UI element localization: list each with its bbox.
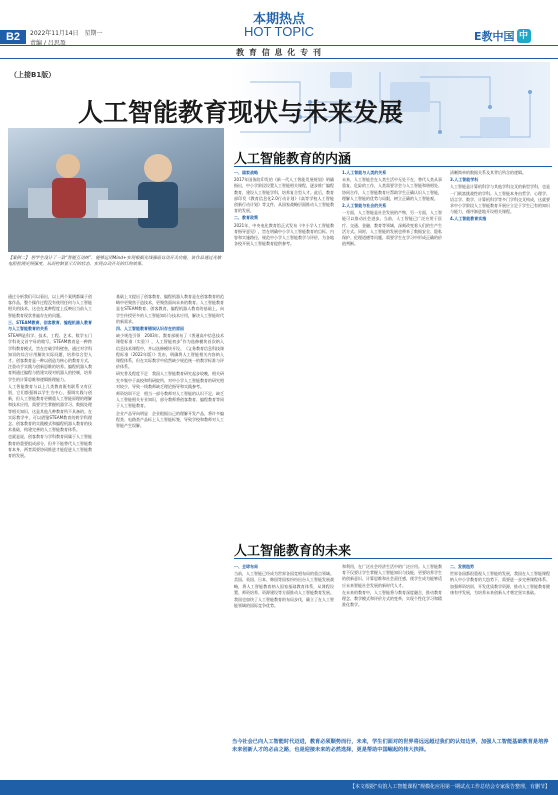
- col6-p2: 我国也加快了人工智能教育的布局步伐，确立了在人工智能领域的国际竞争优势。: [234, 597, 334, 609]
- col5-heading-2: 4.人工智能教育实施: [450, 216, 487, 222]
- col2-p4: 师资培训不足 相当一部分教师对人工智能的认识不足，缺乏人工智能相关专业知识，部分教师将创客教育、编程教育等同于人工智能教育。: [116, 391, 224, 409]
- logo-text: E教中国: [474, 30, 515, 43]
- photo-illustration: [8, 128, 224, 252]
- column-1: [8, 294, 92, 460]
- footer-note: 【本文根据“央馆人工智能课程”规模化应用第一期试点工作总结会专家报告整理，有删节】: [0, 780, 558, 795]
- section1-rule: [234, 166, 552, 167]
- section2-rule: [234, 558, 552, 559]
- column-6: [234, 564, 334, 714]
- col7-p2: 在未来的教育中，人工智能将与教育深度融合，推动教育理念、教学模式和评价方式的变革，实现个性化学习和精准化教学。: [342, 589, 442, 608]
- col1-p4: 也就是说，创客教育与学科教育同属于人工智能教育的重要组成部分，但并不能替代人工智能教育本身，两者需要协同推进才能促进人工智能教育的发展。: [8, 434, 92, 459]
- col2-p5: 企业产品导向明显 企业根据自己的理解开发产品，将许多编程类、电路类产品标上人工智能标签，导致学校和教师对人工智能产生误解。: [116, 410, 224, 429]
- col3-heading-1: 一、国家战略: [234, 170, 258, 175]
- section2-title: 人工智能教育的未来: [234, 544, 352, 559]
- page-label: B2: [0, 30, 26, 44]
- conclusion: 当今社会已向人工智能时代迈进，教育必须顺势而行，未来，学生们面对的世界将远远超过我们的认知边界，加强人工智能基础教育是培养未来创新人才的必由之路，也是迎接未来的必然选择，更是帮助中国崛起的伟大抉择。: [232, 739, 549, 753]
- col3-heading-2: 二、教育政策: [234, 215, 258, 221]
- col1-p2: STEAM是科学、技术、工程、艺术、数学五门学科英文首字母的缩写。STEAM教育是一种跨学科教育模式，旨在打破学科壁垒，通过对学科知识的综合应用解决实际问题，培养综合型人才。创客教育是一种以创造为核心的教育方式，注重动手实践与创新思维的培养。编程机器人教育则通过编程与搭建实现对机器人的控制，培养学生的计算思维和逻辑推理能力。: [8, 333, 92, 382]
- section-en: HOT TOPIC: [243, 24, 315, 39]
- date-line: 2022年11月14日 星期一: [30, 30, 103, 37]
- col7-p1: 和利用，在广泛社会经济生活中的广泛应用。人工智能教育不仅要让学生掌握人工智能知识与技能，更要培养学生的创新意识、计算思维和社会责任感，使学生成为能够适应未来智能社会发展的新时代人才。: [342, 564, 442, 588]
- kicker: （上接B1版）: [10, 71, 56, 79]
- col6-p1: 当前，人工智能已经成为世界各国竞相布局的重点领域。美国、英国、日本、韩国等国家纷纷出台人工智能发展战略，将人工智能教育纳入国家基础教育体系，从课程设置、师资培养、资源建设等方面推动人工智能教育发展。: [234, 571, 334, 595]
- col5-p2: 人工智能是计算机科学与其他学科交叉的新型学科，也是一门极富挑战性的学科。人工智能本身由哲学、心理学、语言学、数学、计算机科学等多门学科交叉构成，这就要求中小学阶段人工智能教育开展应立足于学生已有的知识与能力，循序渐进地开设相关课程。: [450, 184, 550, 215]
- column-4: [342, 170, 442, 530]
- col4-heading-2: 2.人工智能与社会的关系: [342, 203, 387, 209]
- col4-p2: 一方面，人工智能是社会发展的产物，另一方面，人工智能可以推动社会进步。当前，人工智能已广泛应用于医疗、交通、金融、教育等领域，深刻改变着人们的生产生活方式。同时，人工智能的发展也带来了数据安全、隐私保护、伦理道德等问题，需要学生在学习中形成正确的价值判断。: [342, 210, 442, 247]
- section1-title: 人工智能教育的内涵: [234, 152, 352, 167]
- column-3: [234, 170, 334, 530]
- col3-p2: 2021年，中央电化教育馆正式发布《中小学人工智能教育指导意见》，旨在明确中小学人工智能教育的目标、内容和实施路径，规范中小学人工智能教学与评价，为各地各校开展人工智能教育提供参考。: [234, 222, 334, 247]
- col8-heading: 二、发展趋势: [450, 564, 474, 569]
- subtitle: 教 育 信 息 化 专 刊: [236, 48, 322, 57]
- column-8: [450, 564, 550, 714]
- header-rule: [0, 45, 558, 46]
- editor-line: 责编 / 吕思盈: [30, 40, 66, 47]
- col5-p1: 清晰简单的数据关系及其背后所含的逻辑。: [450, 170, 526, 175]
- column-5: [450, 170, 550, 530]
- col1-p3: 人工智能教育与以上几类教育既有联系又有区别，它们都强调以学生为中心，强调实践与创新，但人工智能教育更侧重人工智能原理的理解和技术应用，需要学生掌握机器学习、数据处理等相关知识，这是其他几种教育所不具备的。在实际教学中，可以借鉴STEAM教育的跨学科理念、创客教育的实践模式和编程机器人教育的技术基础，构建完善的人工智能教育体系。: [8, 383, 92, 433]
- col8-p1: 世界各国都很重视人工智能的发展，我国在人工智能课程纳入中小学教育的大趋势下，需要进一步完善课程体系、加强师资培训、开发优质教学资源，推动人工智能教育健康有序发展，为培养未来创新人才奠定坚实基础。: [450, 571, 550, 595]
- logo-icon: 中: [517, 29, 531, 43]
- logo: [474, 28, 531, 44]
- col5-heading-1: 3.人工智能学科: [450, 177, 479, 183]
- col6-heading: 一、全球布局: [234, 564, 258, 569]
- col4-p1: 未来，人工智能会在人类生活中无处不在，替代人类从事重复、危险的工作，人类需要学会与人工智能和谐相处、协同合作，人工智能教育应帮助学生正确认识人工智能，理解人工智能的优势与局限，树立正确的人工智能观。: [342, 177, 442, 201]
- col2-p1: 基础上又提出了创客教育、编程机器人教育是在创客教育的范畴中更聚焦于造技术，更聚焦面向未来的教育。人工智能教育是在STEAM教育、创客教育、编程机器人教育的基础上，向学生传授更多的人工智能知识与技术应用，解决人工智能时代的新需求。: [116, 294, 224, 324]
- col2-p2: 缺少规范引领 2003年，教育部颁布了《普通高中信息技术课程标准（实验）》，人工智能初步”作为选修模块首次纳入信息技术课程中，并以选修模块开设。《义务教育信息科技课程标准（2022年版）》发布，明确将人工智能相关内容纳入课程体系，但在实际教学中依然缺少规范统一的教学标准与评价体系。: [116, 333, 224, 370]
- header-rule-2: [0, 58, 558, 59]
- column-2: [116, 294, 224, 430]
- photo-caption: 【案例二】 居学生设计了一款“智能互动树”，能够运用Mind+实现根据光线强弱自动开关功能，该作品通过光敏电阻检测光照强度，从而控制显示灯的状态，实现自动开关的灯的效果。: [8, 256, 222, 268]
- student-photo: [8, 128, 224, 252]
- col2-p3: 研究普及程度不足 我国人工智能教育研究起步较晚，相关研究多集中于高校和科研院所，对中小学人工智能教育的研究相对较少，导致一线教师缺乏理论指导和实践参考。: [116, 371, 224, 389]
- col1-p1: 通过分析我们可以看出，以上两个案例都属于创客作品，整个操作过程没有使用任何与人工智能相关的技术，这也在某种程度上反映出当前人工智能教育现状普遍存在的问题。: [8, 294, 92, 318]
- column-7: [342, 564, 442, 714]
- article-title: 人工智能教育现状与未来发展: [78, 98, 404, 127]
- col4-heading-1: 1.人工智能与人类的关系: [342, 170, 387, 175]
- col2-heading: 四、人工智能教育错误认识存在的原因: [116, 326, 184, 332]
- col1-heading: 三、STEAM教育、创客教育、编程机器人教育与人工智能教育的关系: [8, 319, 92, 332]
- col3-p1: 2017年国务院印发的《新一代人工智能发展规划》明确指出，中小学阶段设置人工智能相关课程，逐步推广编程教育，建设人工智能学科，培养复合型人才。此后，教育部印发《教育信息化2.0行动计划》《高等学校人工智能创新行动计划》等文件，从国家战略层面推动人工智能教育的发展。: [234, 177, 334, 214]
- section-cn: 本期热点: [252, 12, 305, 27]
